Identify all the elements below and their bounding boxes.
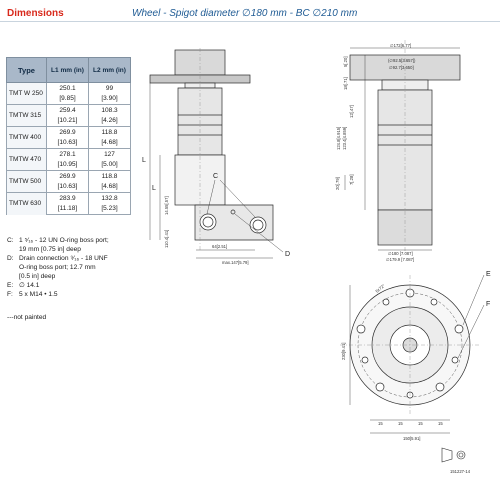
type-cell: TMTW 630 xyxy=(7,193,47,215)
l2-mm-cell: 118.8 xyxy=(89,127,131,138)
dim-92a-text: (∅92.5[3.657]) xyxy=(388,58,416,63)
l1-header-unit: mm (in) xyxy=(60,66,84,74)
end-view-bolt-hole xyxy=(376,383,384,391)
label-c: C xyxy=(213,173,219,180)
l1-in-cell: [10.95] xyxy=(47,160,89,171)
type-column-header: Type xyxy=(7,58,47,83)
type-cell: TMTW 315 xyxy=(7,105,47,127)
figure-id: 151227-14 xyxy=(450,469,471,474)
l1-mm-cell: 269.9 xyxy=(47,171,89,182)
type-cell: TMTW 500 xyxy=(7,171,47,193)
label-e: E xyxy=(486,271,491,278)
legend-line: Drain connection ⁹⁄₁₆ - 18 UNF xyxy=(19,255,108,262)
dim-5x72-text: 5x72° xyxy=(374,283,386,294)
label-d: D xyxy=(285,251,291,258)
dim-179-text: ∅179.9 [7.087] xyxy=(386,257,415,262)
projection-cone xyxy=(442,448,452,462)
l1-header-label: L1 xyxy=(51,66,59,74)
side-view-drawing xyxy=(150,48,283,258)
dim-172-text: ∅172[6.77] xyxy=(390,43,412,48)
dim-15d-text: 15 xyxy=(438,421,443,426)
legend-key: E: xyxy=(7,282,14,289)
dim-92b-text: ∅92.7[3.650] xyxy=(389,65,414,70)
legend-line: ∅ 14.1 xyxy=(19,282,40,289)
dim-180-text: ∅180 [7.087] xyxy=(388,251,413,256)
dim-124-text: 124.8[4.915] xyxy=(336,126,341,150)
dim-64-text: 64[2.51] xyxy=(212,244,228,249)
l2-mm-cell: 132.8 xyxy=(89,193,131,204)
legend-line: 19 mm [0.75 in] deep xyxy=(19,246,81,253)
type-cell: TMT W 250 xyxy=(7,83,47,105)
l1-in-cell: [9.85] xyxy=(47,94,89,105)
legend-line: 5 x M14 • 1.5 xyxy=(19,291,58,298)
l1-mm-cell: 259.4 xyxy=(47,105,89,116)
projection-symbol-icon xyxy=(442,448,465,462)
dim-14-text: 14.55[.57] xyxy=(164,196,169,215)
dim-5-text: 5[.20] xyxy=(343,56,348,67)
dim-15c-text: 15 xyxy=(418,421,423,426)
dim-147-text: max.147[5.79] xyxy=(222,260,249,265)
l1-in-cell: [10.63] xyxy=(47,182,89,193)
end-view-wheel-hole xyxy=(383,299,389,305)
dim-12-text: 12[.47] xyxy=(349,105,354,118)
legend-key: D: xyxy=(7,255,14,262)
l2-in-cell: [3.90] xyxy=(89,94,131,105)
end-view-wheel-hole xyxy=(452,357,458,363)
type-cell: TMTW 470 xyxy=(7,149,47,171)
dim-150-text: 150[5.91] xyxy=(403,436,421,441)
label-l2: L xyxy=(152,185,156,192)
l2-mm-cell: 127 xyxy=(89,149,131,160)
label-l1: L xyxy=(142,157,146,164)
l2-in-cell: [5.00] xyxy=(89,160,131,171)
port-c-left xyxy=(200,214,216,230)
l2-in-cell: [4.26] xyxy=(89,116,131,127)
port-c-right xyxy=(250,217,266,233)
l2-header-unit: mm (in) xyxy=(102,66,126,74)
l2-in-cell: [5.23] xyxy=(89,204,131,215)
dim-15a-text: 15 xyxy=(378,421,383,426)
legend-key: F: xyxy=(7,291,13,298)
l1-in-cell: [11.18] xyxy=(47,204,89,215)
l1-mm-cell: 250.1 xyxy=(47,83,89,94)
l1-in-cell: [10.21] xyxy=(47,116,89,127)
l2-mm-cell: 108.3 xyxy=(89,105,131,116)
end-view-wheel-hole xyxy=(431,299,437,305)
legend-key: C: xyxy=(7,237,14,244)
dim-7-text: 7[.28] xyxy=(349,174,354,185)
dim-18-text: 18[.71] xyxy=(343,77,348,90)
page-subtitle: Wheel - Spigot diameter ∅180 mm - BC ∅210 mm xyxy=(132,8,358,19)
side-view-hub xyxy=(175,50,225,75)
end-view-bolt-hole xyxy=(436,383,444,391)
l2-in-cell: [4.68] xyxy=(89,182,131,193)
dim-20-text: 20[.79] xyxy=(335,177,340,190)
l1-mm-cell: 278.1 xyxy=(47,149,89,160)
dim-123-text: 123.4[4.859] xyxy=(342,126,347,150)
projection-circle-outer xyxy=(457,451,465,459)
type-cell: TMTW 400 xyxy=(7,127,47,149)
end-view-drawing xyxy=(340,275,484,433)
end-view-bolt-hole xyxy=(357,325,365,333)
l1-mm-cell: 283.9 xyxy=(47,193,89,204)
dim-230-text: 230[9.41] xyxy=(341,342,346,360)
label-f: F xyxy=(486,301,491,308)
l2-in-cell: [4.68] xyxy=(89,138,131,149)
not-painted-note: ---not painted xyxy=(7,314,47,321)
dim-110-text: 110.4[.41] xyxy=(164,229,169,248)
leader-e xyxy=(463,275,484,325)
end-view-bolt-hole xyxy=(455,325,463,333)
l1-mm-cell: 269.9 xyxy=(47,127,89,138)
front-view-drawing xyxy=(345,40,460,252)
l2-mm-cell: 118.8 xyxy=(89,171,131,182)
l1-in-cell: [10.63] xyxy=(47,138,89,149)
l2-header-label: L2 xyxy=(93,66,101,74)
legend-line: [0.5 in] deep xyxy=(19,273,56,280)
legend-line: O-ring boss port; 12.7 mm xyxy=(19,264,96,271)
l2-mm-cell: 99 xyxy=(89,83,131,94)
section-title: Dimensions xyxy=(7,8,64,19)
legend-line: 1 ⁵⁄₁₆ - 12 UN O-ring boss port; xyxy=(19,237,109,244)
projection-circle-inner xyxy=(459,453,463,457)
dim-15b-text: 15 xyxy=(398,421,403,426)
end-view-wheel-hole xyxy=(362,357,368,363)
